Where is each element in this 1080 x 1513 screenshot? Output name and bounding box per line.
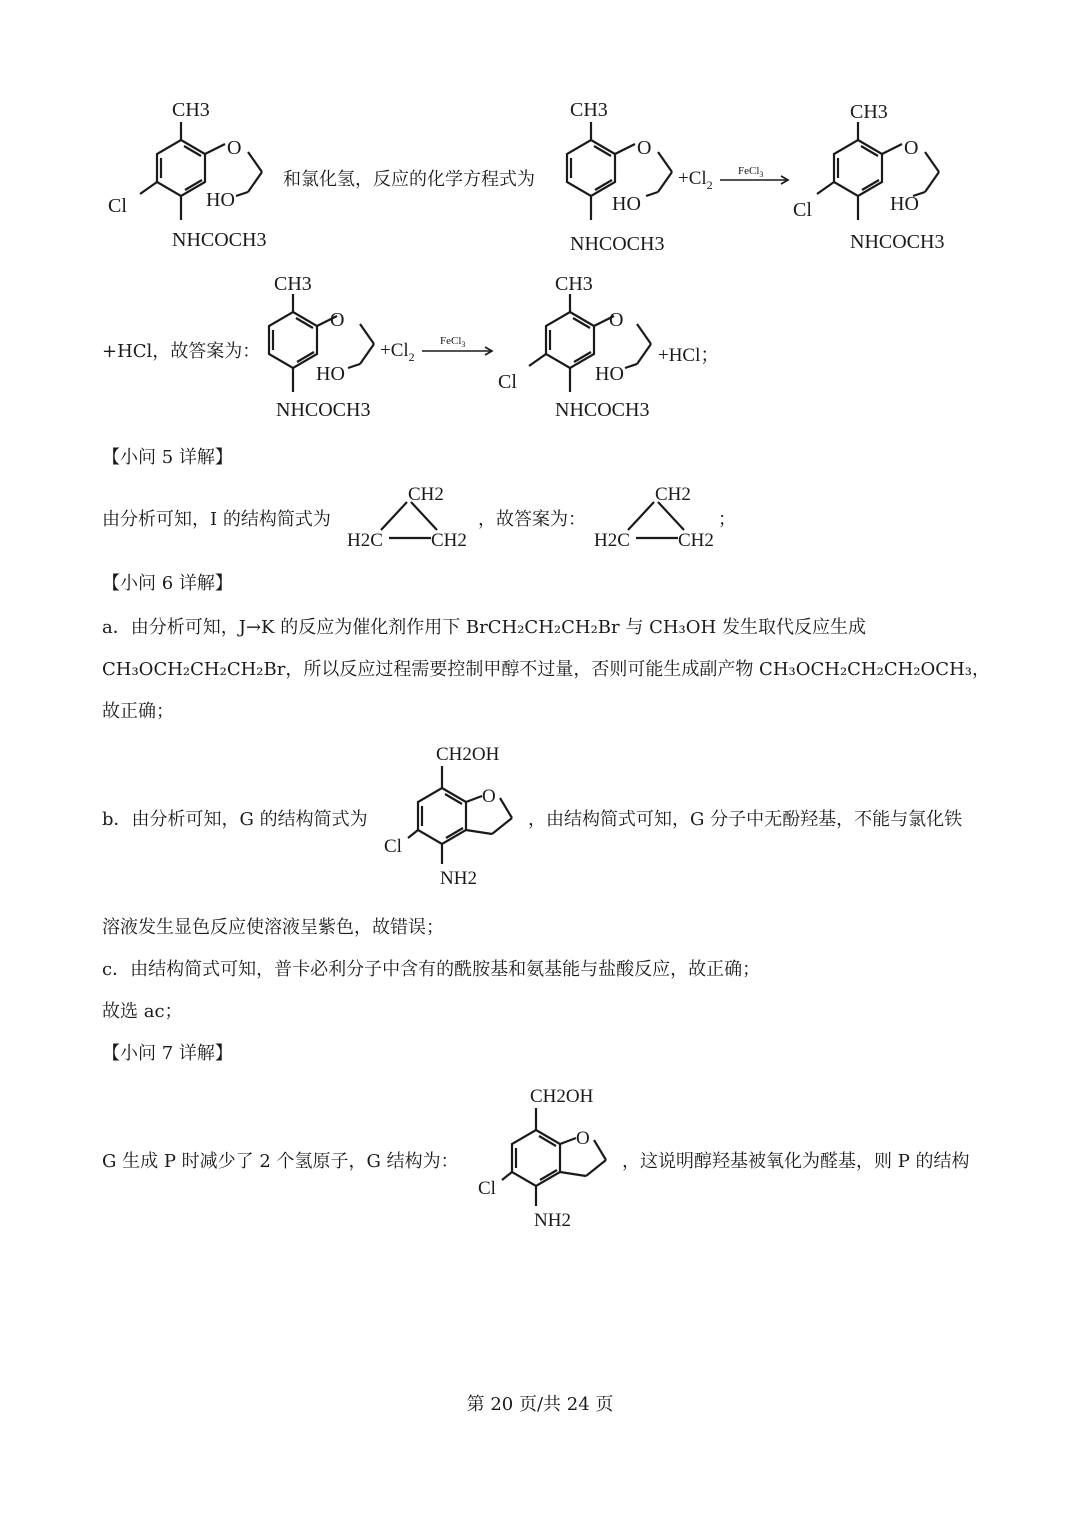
amide-label: NHCOCH3 <box>850 231 945 253</box>
chlorine-label: Cl <box>793 199 812 221</box>
cyclopropane-answer <box>592 480 722 560</box>
ch3-label: CH3 <box>172 99 210 121</box>
ch3-label: CH3 <box>850 101 888 123</box>
svg-text:CH2: CH2 <box>678 530 714 551</box>
chlorine-label: Cl <box>108 195 127 217</box>
svg-text:FeCl3: FeCl$_3$ <box>738 165 764 179</box>
q6-b-text2: ，由结构简式可知，G 分子中无酚羟基，不能与氯化铁 <box>528 809 963 830</box>
svg-text:CH2: CH2 <box>655 484 691 505</box>
ch2oh-label: CH2OH <box>530 1086 594 1107</box>
ch3-label: CH3 <box>555 273 593 295</box>
nh2-label: NH2 <box>534 1210 571 1231</box>
chlorine-label: Cl <box>498 371 517 393</box>
q6-c-line: c．由结构简式可知，普卡必利分子中含有的酰胺基和氨基能与盐酸反应，故正确； <box>102 959 761 980</box>
nh2-label: NH2 <box>440 868 477 889</box>
oxygen-label: O <box>482 786 496 807</box>
reaction-arrow-2 <box>420 334 496 364</box>
hydroxyl-label: HO <box>595 363 624 385</box>
oxygen-label: O <box>227 137 242 159</box>
amide-label: NHCOCH3 <box>276 399 371 421</box>
q6-choice: 故选 ac； <box>102 1001 183 1022</box>
cyclopropane-structure <box>345 480 475 560</box>
chlorine-label: Cl <box>478 1178 496 1199</box>
q5-text2: ，故答案为： <box>478 509 586 530</box>
q5-text1: 由分析可知，I 的结构简式为 <box>102 509 331 530</box>
q6-a-line3: 故正确； <box>102 701 174 722</box>
svg-text:CH2: CH2 <box>431 530 467 551</box>
molecule-chloro-reactant <box>100 92 290 262</box>
oxygen-label: O <box>330 309 345 331</box>
hydroxyl-label: HO <box>890 193 919 215</box>
ch3-label: CH3 <box>274 273 312 295</box>
reaction2-suffix: +HCl； <box>658 345 720 366</box>
page-footer: 第 20 页/共 24 页 <box>466 1394 614 1415</box>
hydroxyl-label: HO <box>316 363 345 385</box>
molecule-product <box>788 92 978 262</box>
ch2oh-label: CH2OH <box>436 744 500 765</box>
q5-heading: 【小问 5 详解】 <box>102 447 233 468</box>
chlorine-label: Cl <box>384 836 402 857</box>
reaction1-text: 和氯化氢，反应的化学方程式为 <box>283 169 535 190</box>
q6-a-line2: CH₃OCH₂CH₂CH₂Br，所以反应过程需要控制甲醇不过量，否则可能生成副产物 CH₃OCH₂CH₂CH₂OCH₃， <box>102 659 990 680</box>
benzene-ring <box>157 140 205 196</box>
hydroxyl-label: HO <box>612 193 641 215</box>
q7-text2: ，这说明醇羟基被氧化为醛基，则 P 的结构 <box>622 1151 970 1172</box>
oxygen-label: O <box>637 137 652 159</box>
q5-text3: ； <box>718 509 736 530</box>
q6-heading: 【小问 6 详解】 <box>102 573 233 594</box>
reaction-arrow <box>718 164 792 194</box>
amide-label: NHCOCH3 <box>172 229 267 251</box>
q6-b-text1: b．由分析可知，G 的结构简式为 <box>102 809 368 830</box>
q7-text1: G 生成 P 时减少了 2 个氢原子，G 结构为： <box>102 1151 459 1172</box>
q6-b-line2: 溶液发生显色反应使溶液呈紫色，故错误； <box>102 917 444 938</box>
oxygen-label: O <box>609 309 624 331</box>
oxygen-label: O <box>904 137 919 159</box>
molecule-g-2 <box>474 1080 634 1240</box>
plus-cl2-2: $+Cl_2$ <box>380 340 415 364</box>
svg-text:H2C: H2C <box>347 530 383 551</box>
molecule-g <box>380 738 540 898</box>
oxygen-label: O <box>576 1128 590 1149</box>
q7-heading: 【小问 7 详解】 <box>102 1043 233 1064</box>
reaction2-prefix: +HCl，故答案为： <box>102 341 261 362</box>
q6-a-line1: a．由分析可知，J→K 的反应为催化剂作用下 BrCH₂CH₂CH₂Br 与 CH₃OH 发生取代反应生成 <box>102 617 866 638</box>
molecule-product-2 <box>495 264 685 434</box>
amide-label: NHCOCH3 <box>555 399 650 421</box>
ch3-label: CH3 <box>570 99 608 121</box>
svg-text:CH2: CH2 <box>408 484 444 505</box>
svg-text:FeCl3: FeCl$_3$ <box>440 335 466 349</box>
svg-text:H2C: H2C <box>594 530 630 551</box>
hydroxyl-label: HO <box>206 189 235 211</box>
amide-label: NHCOCH3 <box>570 233 665 255</box>
plus-cl2: $+Cl_2$ <box>678 168 713 192</box>
